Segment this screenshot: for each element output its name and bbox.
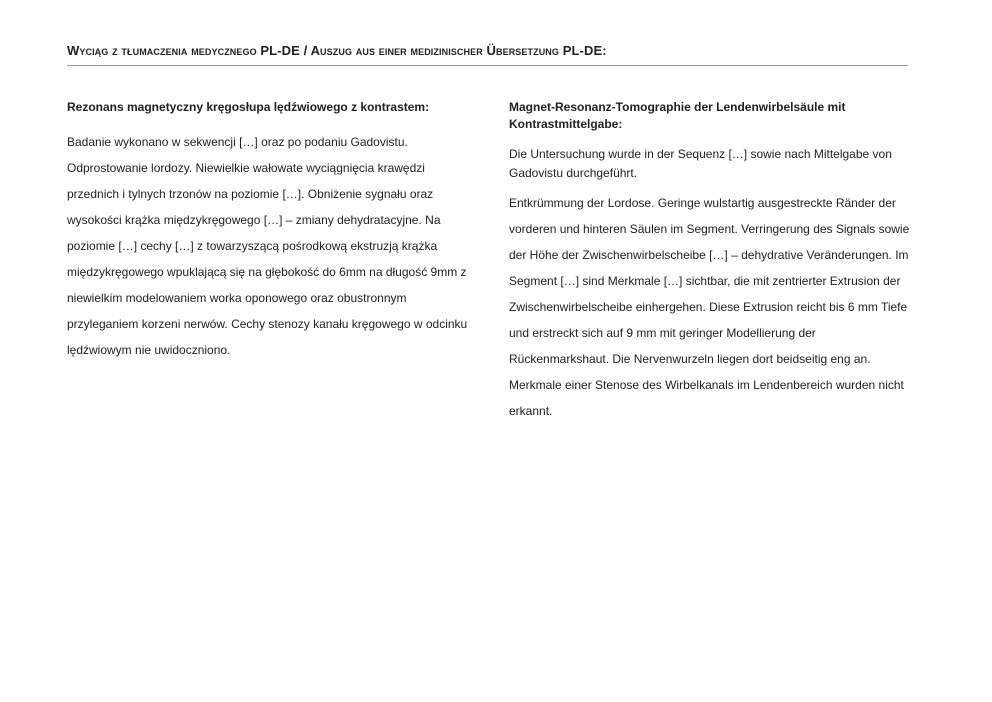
german-heading: Magnet-Resonanz-Tomographie der Lendenwirbelsäule mit Kontrastmittelgabe:: [509, 100, 846, 131]
polish-body-text: Badanie wykonano w sekwencji […] oraz po podaniu Gadovistu. Odprostowanie lordozy. Niewielkie wałowate wyciągnięcia krawędzi przednich i tylnych trzonów na poziomie […]. Obniżenie sygnału oraz wysokości krążka międzykręgowego […] – zmiany dehydratacyjne. Na poziomie […] cechy […] z towarzyszącą pośrodkową ekstruzją krążka międzykręgowego wpuklającą się na głębokość do 6mm na długość 9mm z niewielkim modelowaniem worka oponowego oraz obustronnym przyleganiem korzeni nerwów. Cechy stenozy kanału kręgowego w odcinku lędźwiowym nie uwidoczniono.: [67, 135, 468, 357]
german-body-intro: Die Untersuchung wurde in der Sequenz […] sowie nach Mittelgabe von Gadovistu durchgeführt.: [509, 147, 892, 180]
polish-heading: Rezonans magnetyczny kręgosłupa lędźwiowego z kontrastem:: [67, 100, 430, 114]
german-body-text: Entkrümmung der Lordose. Geringe wulstartig ausgestreckte Ränder der vorderen und hinteren Säulen im Segment. Verringerung des Signals sowie der Höhe der Zwischenwirbelscheibe […] – dehydrative Veränderungen. Im Segment […] sind Merkmale […] sichtbar, die mit zentrierter Extrusion der Zwischenwirbelscheibe einhergehen. Diese Extrusion reicht bis 6 mm Tiefe und erstreckt sich auf 9 mm mit geringer Modellierung der Rückenmarkshaut. Die Nervenwurzeln liegen dort beidseitig eng an. Merkmale einer Stenose des Wirbelkanals im Lendenbereich wurden nicht erkannt.: [509, 196, 910, 418]
german-column: [509, 99, 913, 424]
page-header: [67, 43, 908, 66]
polish-column: [67, 99, 477, 363]
document-title: Wyciąg z tłumaczenia medycznego PL-DE / Auszug aus einer medizinischer Übersetzung PL-DE:: [67, 43, 607, 58]
